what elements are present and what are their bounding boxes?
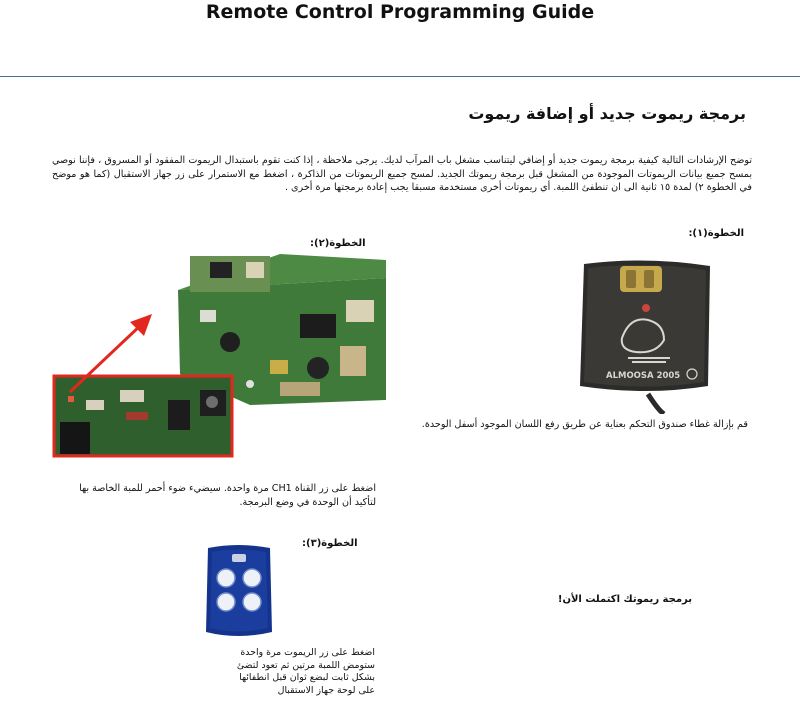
step1-text: قم بإزالة غطاء صندوق التحكم بعناية عن طريق رفع اللسان الموجود أسفل الوحدة. xyxy=(421,419,748,430)
intro-paragraph: توضح الإرشادات التالية كيفية برمجة ريموت جديد أو إضافي ليتناسب مشغل باب المرآب لديك. يرجى ملاحظة ، إذا كنت تقوم باستبدال الريموت المفقود أو المسروق ، فإننا نوصي بمسح جميع بيانات الريموتات الموجودة من المشغل قبل برمجة ريموتك الجديد. لمسح جميع الريموتات من الذاكرة ، اضغط مع الاستمرار على زر جهاز الاستقبال (كما هو موضح في الخطوة ٢) لمدة ١٥ ثانية الى ان تنطفئ اللمبة. أي ريموتات أخرى مستخدمة مسبقا يجب إعادة برمجتها مرة أخرى . xyxy=(52,155,752,193)
step3-line: على لوحة جهاز الاستقبال xyxy=(277,684,375,696)
step2-text: اضغط على زر القناة CH1 مرة واحدة. سيضيء ضوء أحمر للمبة الخاصة بها لتأكيد أن الوحدة في وضع البرمجة. xyxy=(79,483,376,508)
device-brand-text: ALMOOSA 2005 xyxy=(606,371,681,381)
step3-line: اضغط على زر الريموت مرة واحدة xyxy=(240,647,375,658)
step2-label: الخطوة(٢): xyxy=(310,238,366,249)
step3-text xyxy=(130,647,375,697)
step3-line: ستومض اللمبة مرتين ثم تعود لتضئ xyxy=(236,659,375,671)
circuit-board-image xyxy=(50,250,386,460)
document-title: Remote Control Programming Guide xyxy=(205,1,595,23)
step3-line: بشكل ثابت لبضع ثوان قبل انطفائها xyxy=(239,672,375,683)
remote-keyfob-image xyxy=(198,542,280,642)
step3-label: الخطوة(٣): xyxy=(302,538,358,549)
receiver-box-image xyxy=(566,254,726,414)
header-divider xyxy=(0,76,800,77)
step1-label: الخطوة(١): xyxy=(688,228,744,239)
completion-text: برمجة ريموتك اكتملت الأن! xyxy=(557,594,692,605)
section-title: برمجة ريموت جديد أو إضافة ريموت xyxy=(468,104,746,123)
